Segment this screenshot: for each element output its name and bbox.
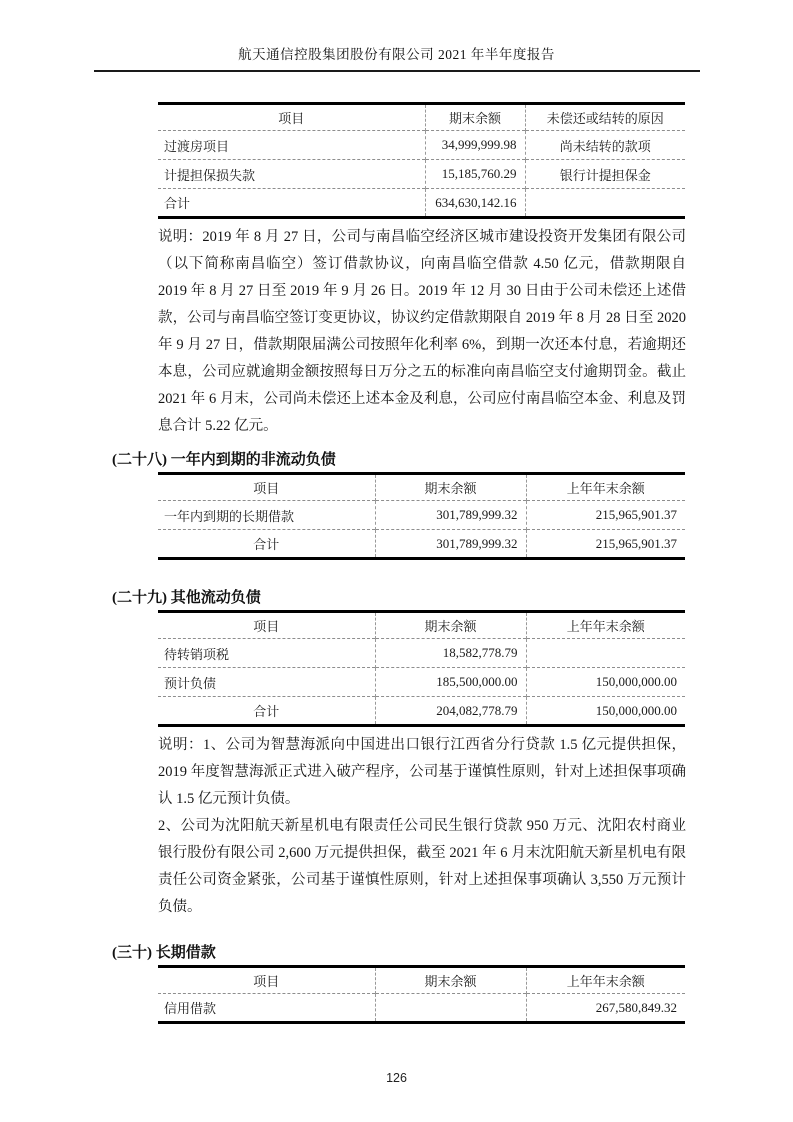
cell-item: 合计 (158, 697, 375, 726)
table-row (158, 639, 685, 668)
header-prior-balance: 上年年末余额 (526, 967, 685, 994)
cell-prior-balance: 150,000,000.00 (526, 697, 685, 726)
table-header-row (158, 967, 685, 994)
table-total-row (158, 530, 685, 559)
cell-item: 信用借款 (158, 994, 375, 1023)
cell-ending-balance: 301,789,999.32 (375, 501, 526, 530)
section-29-table (158, 610, 685, 727)
table-total-row (158, 189, 685, 218)
table-row (158, 131, 685, 160)
table-header-row (158, 612, 685, 639)
section-28-title: (二十八) 一年内到期的非流动负债 (112, 452, 336, 468)
other-payables-table (158, 102, 685, 219)
header-prior-balance: 上年年末余额 (526, 474, 685, 501)
cell-reason (525, 189, 685, 218)
cell-reason: 尚未结转的款项 (525, 131, 685, 160)
cell-prior-balance: 267,580,849.32 (526, 994, 685, 1023)
header-ending-balance: 期末余额 (425, 104, 525, 131)
cell-item: 待转销项税 (158, 639, 375, 668)
note-guarantee-1: 说明：1、公司为智慧海派向中国进出口银行江西省分行贷款 1.5 亿元提供担保，2019 年度智慧海派正式进入破产程序，公司基于谨慎性原则，针对上述担保事项确认 1.5 亿元预计负债。 (158, 737, 686, 807)
table-row (158, 994, 685, 1023)
cell-ending-balance: 18,582,778.79 (375, 639, 526, 668)
cell-ending-balance: 204,082,778.79 (375, 697, 526, 726)
header-item: 项目 (253, 481, 280, 496)
note-guarantee-2: 2、公司为沈阳航天新星机电有限责任公司民生银行贷款 950 万元、沈阳农村商业银行股份有限公司 2,600 万元提供担保，截至 2021 年 6 月末沈阳航天新星机电有限责任公司资金紧张，公司基于谨慎性原则，针对上述担保事项确认 3,550 万元预计负债。 (158, 818, 686, 915)
note-nanchang-loan: 说明：2019 年 8 月 27 日，公司与南昌临空经济区城市建设投资开发集团有限公司（以下简称南昌临空）签订借款协议，向南昌临空借款 4.50 亿元，借款期限自 2019 年 8 月 27 日至 2019 年 9 月 26 日。2019 年 12 月 30 日由于公司未偿还上述借款，公司与南昌临空签订变更协议，协议约定借款期限自 2019 年 8 月 28 日至 2020 年 9 月 27 日，借款期限届满公司按照年化利率 6%，到期一次还本付息，若逾期还本息，公司应就逾期金额按照每日万分之五的标准向南昌临空支付逾期罚金。截止 2021 年 6 月末，公司尚未偿还上述本金及利息，公司应付南昌临空本金、利息及罚息合计 5.22 亿元。 (158, 229, 686, 434)
table-row (158, 668, 685, 697)
section-30-title: (三十) 长期借款 (112, 945, 216, 961)
table-row (158, 160, 685, 189)
table-row (158, 501, 685, 530)
header-ending-balance: 期末余额 (375, 474, 526, 501)
header-reason: 未偿还或结转的原因 (525, 104, 685, 131)
header-prior-balance: 上年年末余额 (526, 612, 685, 639)
cell-item: 计提担保损失款 (158, 160, 425, 189)
page-number: 126 (386, 1071, 407, 1085)
report-title: 航天通信控股集团股份有限公司 2021 年半年度报告 (238, 47, 555, 62)
section-30-table (158, 965, 685, 1024)
cell-reason: 银行计提担保金 (525, 160, 685, 189)
header-ending-balance: 期末余额 (375, 612, 526, 639)
header-item: 项目 (253, 619, 280, 634)
page-content (110, 102, 688, 1024)
cell-prior-balance: 215,965,901.37 (526, 530, 685, 559)
cell-item: 一年内到期的长期借款 (158, 501, 375, 530)
cell-ending-balance: 34,999,999.98 (425, 131, 525, 160)
table-total-row (158, 697, 685, 726)
cell-prior-balance: 215,965,901.37 (526, 501, 685, 530)
cell-ending-balance (375, 994, 526, 1023)
cell-prior-balance: 150,000,000.00 (526, 668, 685, 697)
table-header-row (158, 104, 685, 131)
section-28-table (158, 472, 685, 560)
header-item: 项目 (253, 974, 280, 989)
cell-item: 过渡房项目 (158, 131, 425, 160)
cell-ending-balance: 185,500,000.00 (375, 668, 526, 697)
cell-item: 合计 (158, 530, 375, 559)
report-running-header (94, 0, 700, 72)
cell-prior-balance (526, 639, 685, 668)
header-item: 项目 (278, 111, 305, 126)
section-29-title: (二十九) 其他流动负债 (112, 590, 261, 606)
cell-ending-balance: 15,185,760.29 (425, 160, 525, 189)
cell-item: 合计 (158, 189, 425, 218)
header-ending-balance: 期末余额 (375, 967, 526, 994)
cell-item: 预计负债 (158, 668, 375, 697)
cell-ending-balance: 301,789,999.32 (375, 530, 526, 559)
cell-ending-balance: 634,630,142.16 (425, 189, 525, 218)
table-header-row (158, 474, 685, 501)
